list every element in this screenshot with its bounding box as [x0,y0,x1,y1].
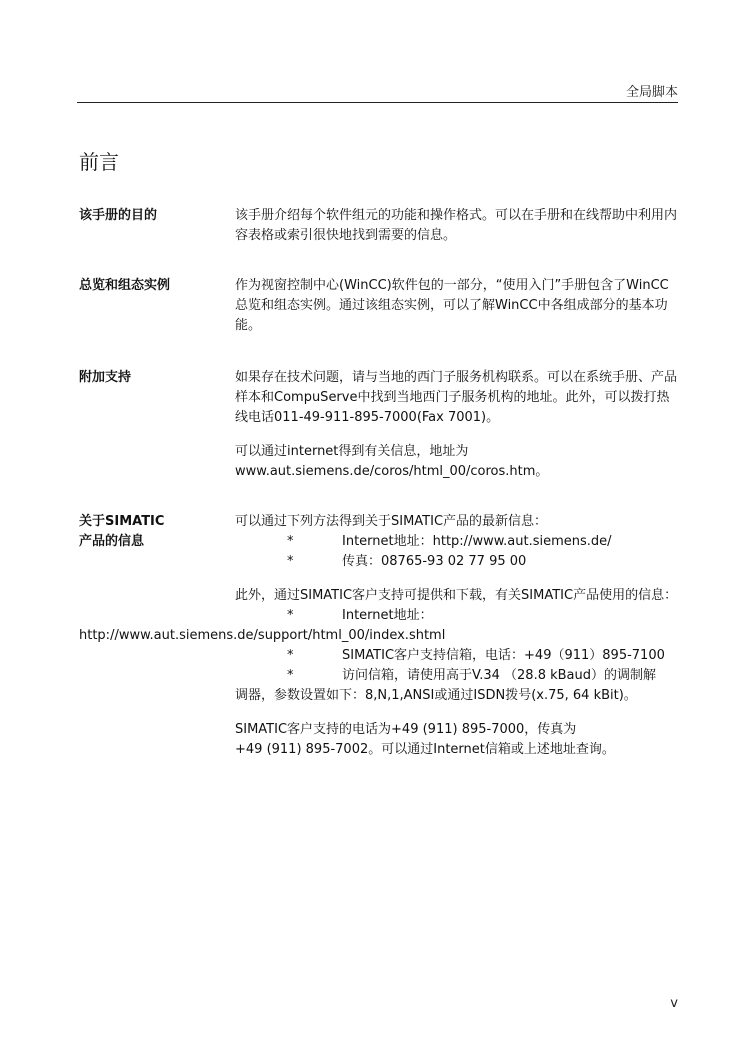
list-item [235,666,680,686]
running-header: 全局脚本 [625,85,678,100]
bullet-star: * [287,554,294,569]
page-number: v [670,996,678,1011]
paragraph: 可以通过下列方法得到关于SIMATIC产品的最新信息： [235,514,548,529]
list-item-text: 访问信箱，请使用高于V.34 （28.8 kBaud）的调制解 [342,668,657,683]
page-title: 前言 [79,150,119,174]
paragraph: 可以通过internet得到有关信息，地址为 [235,444,469,459]
list-item [235,552,680,572]
section-body [235,206,680,246]
list-item [235,532,680,552]
list-item [235,606,680,626]
section-label [79,512,219,552]
list-item-text: 传真：08765-93 02 77 95 00 [342,554,527,569]
list-item [235,646,680,666]
list-item-text: Internet地址： [342,608,433,623]
web-address: www.aut.siemens.de/coros/html_00/coros.htm。 [235,464,549,479]
paragraph: 如果存在技术问题，请与当地的西门子服务机构联系。可以在系统手册、产品样本和CompuServe中找到当地西门子服务机构的地址。此外，可以拨打热线电话011-49-911-895-7000(Fax 7001)。 [235,370,678,425]
paragraph: SIMATIC客户支持的电话为+49 (911) 895-7000，传真为 [235,722,577,737]
section-body [235,368,680,482]
paragraph-continuation: 调器，参数设置如下：8,N,1,ANSI或通过ISDN拨号(x.75, 64 kBit)。 [235,688,637,703]
section-body [235,276,680,336]
label-line: 产品的信息 [79,534,145,549]
bullet-star: * [287,648,294,663]
bullet-star: * [287,608,294,623]
support-url: http://www.aut.siemens.de/support/html_00/index.shtml [79,628,446,643]
header-rule [77,102,678,103]
section-label: 该手册的目的 [79,208,158,223]
label-line: 关于SIMATIC [79,514,165,529]
paragraph: 此外，通过SIMATIC客户支持可提供和下载，有关SIMATIC产品使用的信息： [235,588,678,603]
list-item-text: Internet地址：http://www.aut.siemens.de/ [342,534,612,549]
bullet-star: * [287,534,294,549]
paragraph: 该手册介绍每个软件组元的功能和操作格式。可以在手册和在线帮助中利用内容表格或索引很快地找到需要的信息。 [235,208,678,243]
paragraph: 作为视窗控制中心(WinCC)软件包的一部分，“使用入门”手册包含了WinCC总览和组态实例。通过该组态实例，可以了解WinCC中各组成部分的基本功能。 [235,278,669,333]
section-label: 附加支持 [79,370,132,385]
section-label: 总览和组态实例 [79,278,171,293]
paragraph: +49 (911) 895-7002。可以通过Internet信箱或上述地址查询。 [235,742,615,757]
bullet-star: * [287,668,294,683]
list-item-text: SIMATIC客户支持信箱，电话：+49（911）895-7100 [342,648,665,663]
